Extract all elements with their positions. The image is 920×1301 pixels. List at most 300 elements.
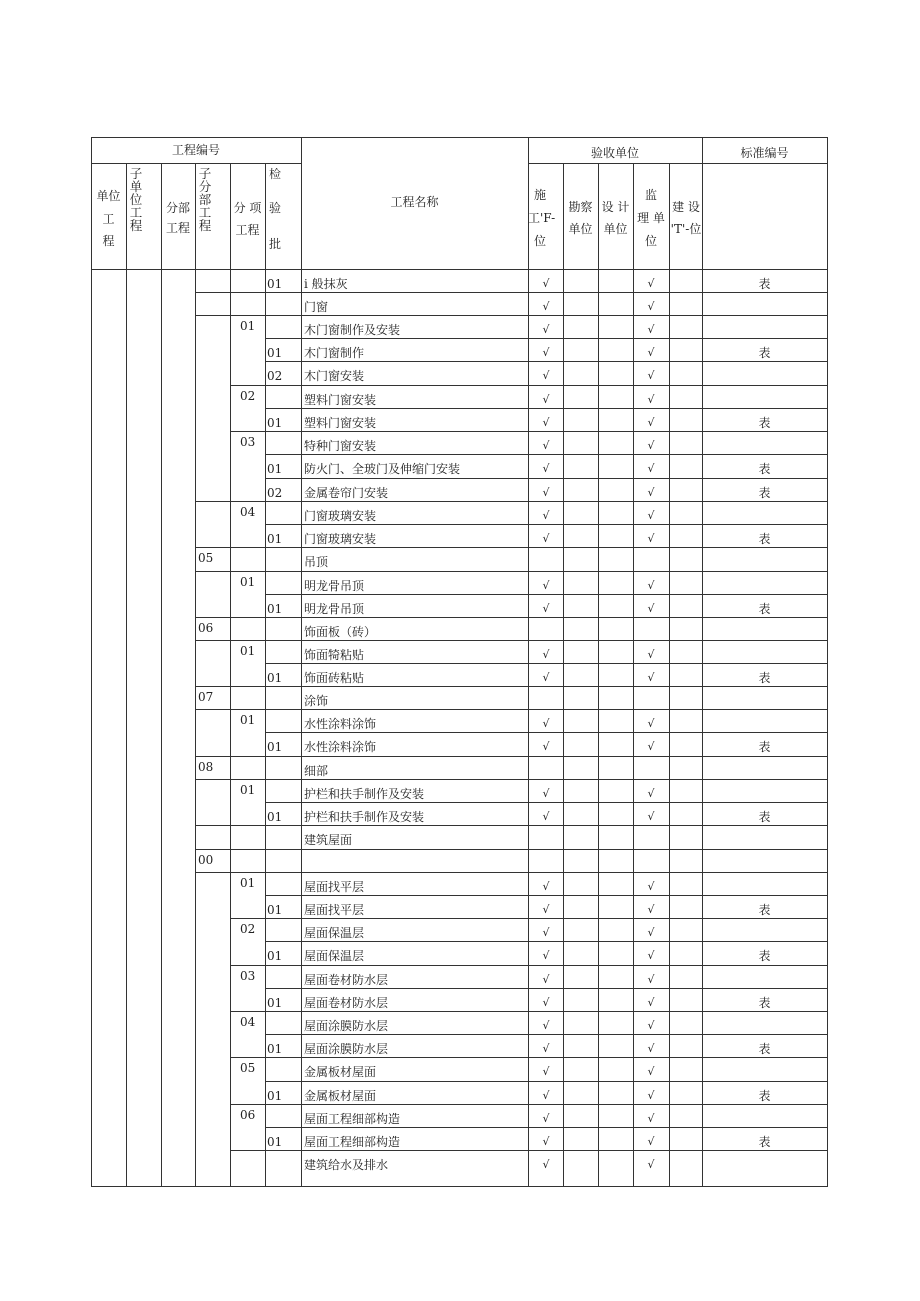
row-divider — [301, 315, 828, 316]
row-divider — [301, 524, 828, 525]
row-divider — [301, 408, 828, 409]
group-divider — [265, 1150, 302, 1151]
group-divider — [230, 617, 266, 618]
row-divider — [301, 547, 828, 548]
group-divider — [230, 872, 266, 873]
header-jianli-2: 位 — [644, 234, 657, 248]
row-name: 明龙骨吊顶 — [304, 579, 365, 593]
header-danwei-gongcheng-1: 工 — [102, 212, 115, 226]
header-bottom — [91, 269, 828, 270]
row-jianli-check: √ — [647, 1042, 655, 1055]
group-divider — [265, 849, 302, 850]
row-shigong-check: √ — [542, 509, 550, 522]
group-divider — [265, 895, 302, 896]
row-fx: 01 — [240, 319, 256, 333]
row-name: 木门窗安装 — [304, 369, 365, 383]
row-zfb: 06 — [198, 621, 214, 635]
group-divider — [265, 315, 302, 316]
row-shigong-check: √ — [542, 300, 550, 313]
row-jianli-check: √ — [647, 1019, 655, 1032]
row-divider — [301, 779, 828, 780]
row-divider — [301, 918, 828, 919]
row-jianli-check: √ — [647, 1089, 655, 1102]
row-divider — [301, 1081, 828, 1082]
row-jyp: 01 — [267, 532, 283, 546]
row-shigong-check: √ — [542, 532, 550, 545]
row-jyp: 01 — [267, 671, 283, 685]
group-divider — [265, 617, 302, 618]
row-name: 屋面涂膜防水层 — [304, 1042, 389, 1056]
row-shigong-check: √ — [542, 393, 550, 406]
header-shigong-1: 工'F- — [528, 211, 556, 225]
group-divider — [265, 1127, 302, 1128]
group-divider — [195, 547, 231, 548]
row-shigong-check: √ — [542, 880, 550, 893]
row-zfb: 07 — [198, 690, 214, 704]
group-divider — [265, 501, 302, 502]
row-jianli-check: √ — [647, 717, 655, 730]
row-name: 特种门窗安装 — [304, 439, 377, 453]
grid-line — [161, 163, 162, 270]
row-jianli-check: √ — [647, 369, 655, 382]
group-divider — [265, 1011, 302, 1012]
header-fenxiang-gongcheng-1: 工程 — [235, 223, 260, 237]
row-divider — [301, 802, 828, 803]
row-jyp: 01 — [267, 903, 283, 917]
row-shigong-check: √ — [542, 277, 550, 290]
header-gongcheng-mingcheng: 工程名称 — [390, 195, 439, 209]
row-shigong-check: √ — [542, 1065, 550, 1078]
group-divider — [265, 709, 302, 710]
row-divider — [301, 1104, 828, 1105]
row-jianli-check: √ — [647, 648, 655, 661]
row-divider — [301, 571, 828, 572]
row-zfb: 08 — [198, 760, 214, 774]
row-biaozhun: 表 — [758, 462, 771, 476]
group-divider — [230, 315, 266, 316]
group-divider — [230, 571, 266, 572]
acceptance-table — [91, 137, 827, 1186]
row-divider — [301, 1127, 828, 1128]
row-name: 细部 — [304, 764, 329, 778]
row-jianli-check: √ — [647, 810, 655, 823]
group-divider — [265, 640, 302, 641]
row-divider — [301, 825, 828, 826]
row-jianli-check: √ — [647, 300, 655, 313]
grid-line — [126, 269, 127, 1187]
row-name: 塑料门窗安装 — [304, 416, 377, 430]
grid-line — [230, 163, 231, 270]
row-shigong-check: √ — [542, 439, 550, 452]
row-jianli-check: √ — [647, 671, 655, 684]
row-shigong-check: √ — [542, 462, 550, 475]
row-jianli-check: √ — [647, 1065, 655, 1078]
header-divider-left — [91, 163, 302, 164]
row-shigong-check: √ — [542, 1112, 550, 1125]
group-divider — [265, 965, 302, 966]
row-jianli-check: √ — [647, 880, 655, 893]
row-jianli-check: √ — [647, 1135, 655, 1148]
group-divider — [195, 315, 231, 316]
row-shigong-check: √ — [542, 926, 550, 939]
row-name: 饰面砖粘贴 — [304, 671, 365, 685]
row-divider — [301, 338, 828, 339]
group-divider — [265, 941, 302, 942]
row-jyp: 01 — [267, 277, 283, 291]
row-shigong-check: √ — [542, 949, 550, 962]
group-divider — [230, 686, 266, 687]
group-divider — [265, 361, 302, 362]
group-divider — [230, 965, 266, 966]
group-divider — [230, 547, 266, 548]
header-jianli-1: 理 单 — [637, 211, 665, 225]
grid-line — [265, 269, 266, 1187]
row-name: 塑料门窗安装 — [304, 393, 377, 407]
row-name: i 般抹灰 — [304, 277, 348, 291]
group-divider — [265, 686, 302, 687]
group-divider — [265, 524, 302, 525]
table-top-border — [91, 137, 828, 138]
group-divider — [195, 709, 231, 710]
row-name: 门窗玻璃安装 — [304, 532, 377, 546]
header-sheji-0: 设 计 — [601, 200, 630, 214]
row-name: 防火门、全玻门及伸缩门安装 — [304, 462, 461, 476]
row-biaozhun: 表 — [758, 903, 771, 917]
table-right-border — [827, 137, 828, 1187]
group-divider — [230, 918, 266, 919]
group-divider — [195, 779, 231, 780]
row-zfb: 00 — [198, 853, 214, 867]
row-jianli-check: √ — [647, 926, 655, 939]
header-jianyanpi-1: 验 — [268, 201, 281, 215]
row-name: 屋面保温层 — [304, 926, 365, 940]
row-biaozhun: 表 — [758, 486, 771, 500]
row-fx: 01 — [240, 876, 256, 890]
row-divider — [301, 501, 828, 502]
group-divider — [230, 385, 266, 386]
group-divider — [195, 756, 231, 757]
group-divider — [195, 640, 231, 641]
row-shigong-check: √ — [542, 787, 550, 800]
group-divider — [195, 617, 231, 618]
row-name: 明龙骨吊顶 — [304, 602, 365, 616]
row-biaozhun: 表 — [758, 671, 771, 685]
header-shigong-0: 施 — [533, 188, 546, 202]
row-divider — [301, 361, 828, 362]
header-sheji-1: 单位 — [603, 222, 628, 236]
row-jianli-check: √ — [647, 787, 655, 800]
row-biaozhun: 表 — [758, 277, 771, 291]
group-divider — [265, 385, 302, 386]
row-name: 金属板材屋面 — [304, 1089, 377, 1103]
group-divider — [265, 663, 302, 664]
group-divider — [265, 732, 302, 733]
row-jyp: 01 — [267, 810, 283, 824]
row-divider — [301, 756, 828, 757]
row-divider — [301, 1150, 828, 1151]
group-divider — [265, 408, 302, 409]
row-divider — [301, 1034, 828, 1035]
row-divider — [301, 872, 828, 873]
row-divider — [301, 1057, 828, 1058]
row-name: 护栏和扶手制作及安装 — [304, 787, 425, 801]
group-divider — [230, 825, 266, 826]
row-divider — [301, 941, 828, 942]
row-shigong-check: √ — [542, 1089, 550, 1102]
header-jianyanpi-2: 批 — [268, 237, 281, 251]
header-jianyanpi-0: 检 — [268, 167, 281, 181]
row-shigong-check: √ — [542, 1019, 550, 1032]
group-divider — [265, 802, 302, 803]
row-name: 屋面工程细部构造 — [304, 1112, 401, 1126]
row-jyp: 02 — [267, 486, 283, 500]
row-divider — [301, 849, 828, 850]
row-jianli-check: √ — [647, 416, 655, 429]
row-shigong-check: √ — [542, 1135, 550, 1148]
row-biaozhun: 表 — [758, 1042, 771, 1056]
row-jyp: 01 — [267, 416, 283, 430]
row-fx: 04 — [240, 505, 256, 519]
row-fx: 06 — [240, 1108, 256, 1122]
group-divider — [265, 454, 302, 455]
row-fx: 05 — [240, 1061, 256, 1075]
group-divider — [230, 1057, 266, 1058]
header-jianshe-0: 建 设 — [672, 200, 700, 214]
row-jyp: 01 — [267, 1042, 283, 1056]
row-shigong-check: √ — [542, 648, 550, 661]
row-jianli-check: √ — [647, 393, 655, 406]
row-shigong-check: √ — [542, 486, 550, 499]
row-fx: 02 — [240, 389, 256, 403]
group-divider — [230, 431, 266, 432]
group-divider — [195, 686, 231, 687]
group-divider — [230, 501, 266, 502]
row-jyp: 01 — [267, 346, 283, 360]
row-jyp: 02 — [267, 369, 283, 383]
header-fenbu-gongcheng-1: 工程 — [165, 221, 190, 235]
row-jianli-check: √ — [647, 486, 655, 499]
group-divider — [265, 338, 302, 339]
row-name: 屋面卷材防水层 — [304, 996, 389, 1010]
group-divider — [265, 918, 302, 919]
row-fx: 01 — [240, 644, 256, 658]
row-zfb: 05 — [198, 551, 214, 565]
row-jianli-check: √ — [647, 740, 655, 753]
row-jianli-check: √ — [647, 1112, 655, 1125]
group-divider — [230, 709, 266, 710]
row-divider — [301, 292, 828, 293]
row-divider — [301, 988, 828, 989]
group-divider — [265, 1081, 302, 1082]
header-danwei-gongcheng-0: 单位 — [96, 189, 121, 203]
header-zi-fenbu-gongcheng: 子分部工程 — [198, 166, 212, 233]
row-shigong-check: √ — [542, 903, 550, 916]
group-divider — [230, 756, 266, 757]
grid-line — [301, 137, 302, 1187]
header-kancha-0: 勘察 — [568, 200, 593, 214]
row-shigong-check: √ — [542, 369, 550, 382]
row-shigong-check: √ — [542, 810, 550, 823]
header-danwei-gongcheng-2: 程 — [102, 234, 115, 248]
row-shigong-check: √ — [542, 416, 550, 429]
row-name: 门窗玻璃安装 — [304, 509, 377, 523]
row-name: 屋面涂膜防水层 — [304, 1019, 389, 1033]
row-name: 屋面找平层 — [304, 880, 365, 894]
row-divider — [301, 385, 828, 386]
row-fx: 02 — [240, 922, 256, 936]
row-divider — [301, 965, 828, 966]
row-divider — [301, 732, 828, 733]
row-jianli-check: √ — [647, 973, 655, 986]
header-gongcheng-bianhao: 工程编号 — [171, 143, 220, 157]
row-jianli-check: √ — [647, 439, 655, 452]
row-fx: 03 — [240, 969, 256, 983]
row-name: 建筑给水及排水 — [304, 1158, 389, 1172]
row-jyp: 01 — [267, 462, 283, 476]
group-divider — [265, 825, 302, 826]
group-divider — [230, 779, 266, 780]
row-shigong-check: √ — [542, 1158, 550, 1171]
header-jianshe-1: 'T'-位 — [670, 222, 702, 236]
group-divider — [195, 571, 231, 572]
group-divider — [195, 501, 231, 502]
row-jyp: 01 — [267, 996, 283, 1010]
row-fx: 03 — [240, 435, 256, 449]
row-divider — [301, 617, 828, 618]
group-divider — [230, 292, 266, 293]
row-name: 门窗 — [304, 300, 329, 314]
row-divider — [301, 895, 828, 896]
row-biaozhun: 表 — [758, 996, 771, 1010]
row-jianli-check: √ — [647, 532, 655, 545]
row-name: 木门窗制作及安装 — [304, 323, 401, 337]
row-jianli-check: √ — [647, 602, 655, 615]
row-name: 屋面保温层 — [304, 949, 365, 963]
group-divider — [230, 640, 266, 641]
row-name: 涂饰 — [304, 694, 329, 708]
row-biaozhun: 表 — [758, 949, 771, 963]
row-name: 饰面犄粘贴 — [304, 648, 365, 662]
row-divider — [301, 594, 828, 595]
group-divider — [265, 988, 302, 989]
row-shigong-check: √ — [542, 323, 550, 336]
header-yanshou-danwei: 验收单位 — [590, 146, 639, 160]
group-divider — [265, 872, 302, 873]
group-divider — [195, 849, 231, 850]
group-divider — [265, 779, 302, 780]
row-name: 屋面找平层 — [304, 903, 365, 917]
row-jianli-check: √ — [647, 323, 655, 336]
row-name: 屋面工程细部构造 — [304, 1135, 401, 1149]
row-shigong-check: √ — [542, 1042, 550, 1055]
group-divider — [265, 478, 302, 479]
row-fx: 04 — [240, 1015, 256, 1029]
row-name: 饰面板（砖） — [304, 625, 377, 639]
group-divider — [265, 571, 302, 572]
group-divider — [265, 756, 302, 757]
grid-line — [161, 269, 162, 1187]
group-divider — [265, 594, 302, 595]
group-divider — [195, 872, 231, 873]
row-jianli-check: √ — [647, 277, 655, 290]
row-divider — [301, 454, 828, 455]
row-divider — [301, 686, 828, 687]
row-biaozhun: 表 — [758, 810, 771, 824]
group-divider — [195, 292, 231, 293]
group-divider — [230, 1011, 266, 1012]
group-divider — [265, 547, 302, 548]
row-divider — [301, 640, 828, 641]
row-jianli-check: √ — [647, 346, 655, 359]
header-fenbu-gongcheng-0: 分部 — [165, 201, 190, 215]
grid-line — [702, 137, 703, 1187]
table-left-border — [91, 137, 92, 1187]
row-biaozhun: 表 — [758, 1135, 771, 1149]
row-biaozhun: 表 — [758, 1089, 771, 1103]
row-jianli-check: √ — [647, 462, 655, 475]
row-name: 金属板材屋面 — [304, 1065, 377, 1079]
header-kancha-1: 单位 — [568, 222, 593, 236]
row-biaozhun: 表 — [758, 416, 771, 430]
table-bottom-border — [91, 1186, 828, 1187]
row-biaozhun: 表 — [758, 602, 771, 616]
header-zi-danwei-gongcheng: 子单位工程 — [129, 166, 143, 233]
row-shigong-check: √ — [542, 973, 550, 986]
row-divider — [301, 709, 828, 710]
row-divider — [301, 478, 828, 479]
grid-line — [230, 269, 231, 1187]
row-jyp: 01 — [267, 949, 283, 963]
row-jianli-check: √ — [647, 509, 655, 522]
row-jianli-check: √ — [647, 949, 655, 962]
row-shigong-check: √ — [542, 579, 550, 592]
row-fx: 01 — [240, 713, 256, 727]
group-divider — [195, 825, 231, 826]
row-shigong-check: √ — [542, 602, 550, 615]
group-divider — [265, 1104, 302, 1105]
group-divider — [230, 1104, 266, 1105]
row-name: 吊顶 — [304, 555, 329, 569]
group-divider — [265, 431, 302, 432]
row-biaozhun: 表 — [758, 346, 771, 360]
group-divider — [265, 1057, 302, 1058]
row-name: 水性涂料涂饰 — [304, 717, 377, 731]
row-shigong-check: √ — [542, 996, 550, 1009]
row-fx: 01 — [240, 783, 256, 797]
header-jianli-0: 监 — [644, 188, 657, 202]
group-divider — [265, 292, 302, 293]
row-name: 建筑屋面 — [304, 833, 353, 847]
row-jyp: 01 — [267, 1089, 283, 1103]
row-jianli-check: √ — [647, 579, 655, 592]
row-name: 水性涂料涂饰 — [304, 740, 377, 754]
row-jyp: 01 — [267, 602, 283, 616]
group-divider — [230, 849, 266, 850]
row-biaozhun: 表 — [758, 532, 771, 546]
row-jianli-check: √ — [647, 996, 655, 1009]
row-divider — [301, 1011, 828, 1012]
grid-line — [528, 137, 529, 1187]
header-fenxiang-gongcheng-0: 分 项 — [233, 201, 262, 215]
row-divider — [301, 431, 828, 432]
row-name: 木门窗制作 — [304, 346, 365, 360]
header-divider-right — [528, 163, 828, 164]
group-divider — [265, 1034, 302, 1035]
header-biaozhun-bianhao: 标准编号 — [740, 146, 789, 160]
row-jianli-check: √ — [647, 1158, 655, 1171]
row-name: 护栏和扶手制作及安装 — [304, 810, 425, 824]
grid-line — [126, 163, 127, 270]
